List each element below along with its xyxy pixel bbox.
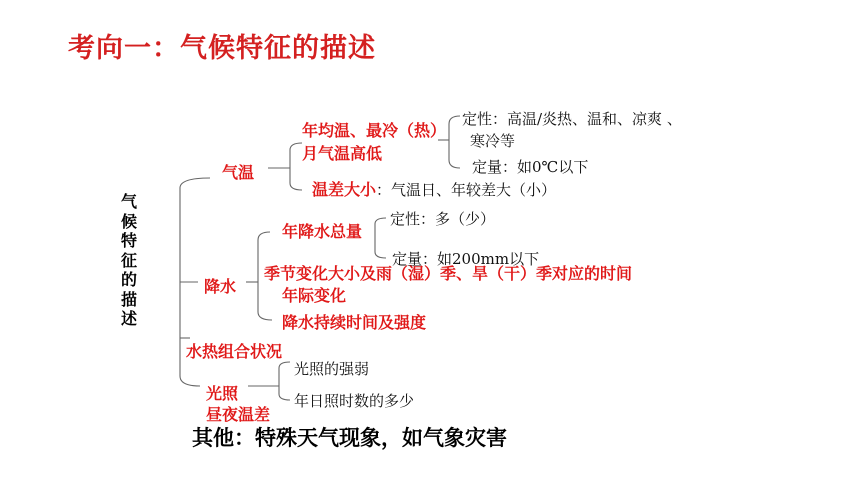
other-note: 其他：特殊天气现象，如气象灾害 <box>192 425 507 450</box>
node-interannual-variation: 年际变化 <box>282 286 347 305</box>
sun-bracket <box>279 362 290 400</box>
node-sunlight: 光照 <box>206 384 239 403</box>
node-seasonal-variation: 季节变化大小及雨（湿）季、旱（干）季对应的时间 <box>264 264 633 283</box>
node-temperature: 气温 <box>222 163 255 182</box>
node-annual-mean-temp: 年均温、最冷（热） <box>302 121 447 140</box>
sunlight-hours: 年日照时数的多少 <box>294 392 415 410</box>
precip-qualitative: 定性：多（少） <box>390 210 496 228</box>
temp-qual-bracket <box>449 116 460 168</box>
precip-total-bracket <box>375 218 386 258</box>
temp-qualitative-cont: 寒冷等 <box>470 132 516 150</box>
temp-range-row <box>312 177 556 200</box>
node-water-heat: 水热组合状况 <box>186 342 283 361</box>
node-annual-precip-total: 年降水总量 <box>282 222 363 241</box>
node-monthly-temp: 月气温高低 <box>302 144 383 163</box>
sunlight-intensity: 光照的强弱 <box>294 360 370 378</box>
temp-quantitative: 定量：如0℃以下 <box>472 158 589 176</box>
root-node-label: 气候特征的描述 <box>120 192 137 328</box>
temp-bracket <box>290 143 302 190</box>
node-precip-duration: 降水持续时间及强度 <box>282 313 427 332</box>
node-temp-range: 温差大小 <box>312 180 377 199</box>
temp-range-text: ：气温日、年较差大（小） <box>376 181 557 199</box>
temp-qualitative: 定性：高温/炎热、温和、凉爽 、 <box>462 110 682 128</box>
page-title: 考向一：气候特征的描述 <box>68 33 376 64</box>
node-diurnal-temp-range: 昼夜温差 <box>206 405 271 424</box>
precip-quantitative: 定量：如200mm以下 <box>392 250 540 268</box>
node-precipitation: 降水 <box>204 277 237 296</box>
